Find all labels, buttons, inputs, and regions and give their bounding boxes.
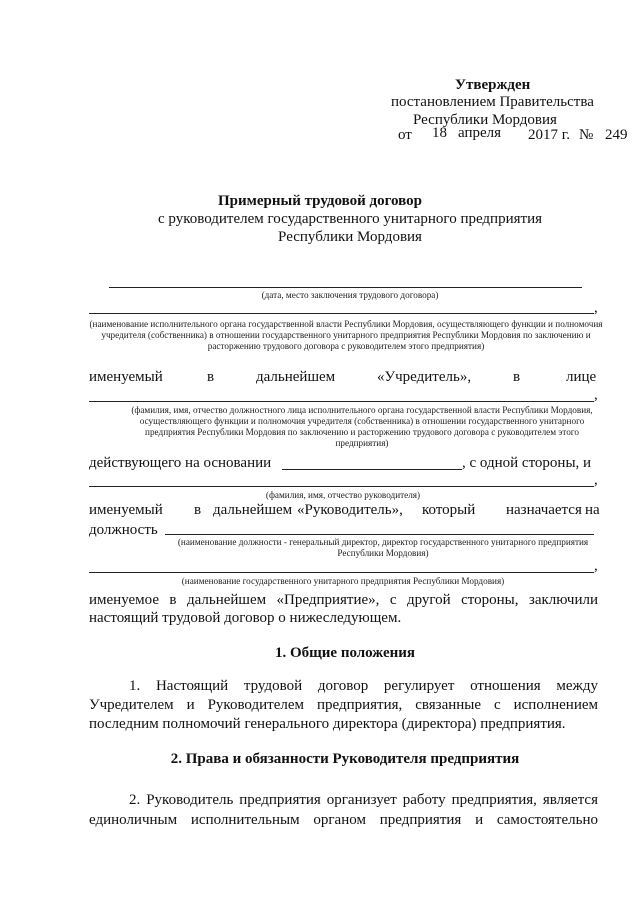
word-5: который xyxy=(422,502,476,518)
enterprise-comma: , xyxy=(594,558,598,574)
approval-day: 18 xyxy=(432,125,447,141)
approval-date-prefix: от xyxy=(398,127,412,143)
section-2-para-line-1: 2. Руководитель предприятия организует работу предприятия, является xyxy=(129,792,598,808)
acting-basis-blank xyxy=(282,469,462,470)
official-blank xyxy=(89,401,594,402)
document-title: Примерный трудовой договор xyxy=(218,193,422,209)
head-caption: (фамилия, имя, отчество руководителя) xyxy=(265,490,421,500)
official-comma: , xyxy=(594,387,598,403)
document-subtitle-1: с руководителем государственного унитарного предприятия xyxy=(157,211,542,227)
word-3: дальнейшем xyxy=(256,369,336,385)
section-2-para-line-2: единоличным исполнительным органом предприятия и самостоятельно xyxy=(89,812,598,828)
word-1: именуемый xyxy=(89,369,163,385)
document-subtitle-2: Республики Мордовия xyxy=(278,229,422,245)
approval-line2: Республики Мордовия xyxy=(413,112,557,128)
referred-head-line xyxy=(89,502,599,522)
position-caption: (наименование должности - генеральный директор, директор государственного унитарного предприятия Республики Мордовия) xyxy=(177,537,589,558)
head-comma: , xyxy=(594,472,598,488)
word-2: в xyxy=(207,369,215,385)
acting-suffix: , с одной стороны, и xyxy=(462,455,592,471)
section-1-para-line-1: 1. Настоящий трудовой договор регулирует отношения между xyxy=(129,678,598,694)
word-7: на xyxy=(585,502,600,518)
approval-number-sign: № xyxy=(579,127,594,143)
approval-line1: постановлением Правительства xyxy=(391,94,594,110)
acting-prefix: действующего на основании xyxy=(89,455,272,471)
official-caption: (фамилия, имя, отчество должностного лица исполнительного органа государственной власти Республики Мордовия, осуществляющего функции и полномочия учредителя (собственника) в отношении государственного унитарного предприятия Республики Мордовия по заключению и расторжению трудового договора с руководителем этого предприятия) xyxy=(131,405,593,448)
approval-number: 249 xyxy=(605,127,628,143)
word-2: в xyxy=(194,502,202,518)
head-name-blank xyxy=(89,486,594,487)
date-place-blank xyxy=(109,287,582,288)
approval-month: апреля xyxy=(458,125,502,141)
section-1-title: 1. Общие положения xyxy=(274,645,416,661)
section-1-para-line-3: последним полномочий генерального директора (директора) предприятия. xyxy=(89,716,566,732)
enterprise-blank xyxy=(89,572,594,573)
section-2-title: 2. Права и обязанности Руководителя предприятия xyxy=(170,751,520,767)
word-6: лице xyxy=(566,369,597,385)
approval-title: Утвержден xyxy=(455,77,531,93)
referred-founder-line xyxy=(89,369,599,389)
approval-year: 2017 г. xyxy=(528,127,570,143)
position-label: должность xyxy=(89,522,158,538)
approval-date-line xyxy=(398,125,638,147)
word-4: «Руководитель», xyxy=(297,502,403,518)
enterprise-text-2: настоящий трудовой договор о нижеследующем. xyxy=(89,610,402,626)
word-3: дальнейшем xyxy=(213,502,293,518)
word-4: «Учредитель», xyxy=(377,369,472,385)
word-5: в xyxy=(513,369,521,385)
enterprise-caption: (наименование государственного унитарного предприятия Республики Мордовия) xyxy=(181,576,505,586)
enterprise-text: именуемое в дальнейшем «Предприятие», с другой стороны, заключили xyxy=(89,592,598,608)
date-place-caption: (дата, место заключения трудового договора) xyxy=(261,290,439,300)
authority-comma: , xyxy=(594,300,598,316)
word-6: назначается xyxy=(506,502,582,518)
position-blank xyxy=(165,534,594,535)
section-1-para-line-2: Учредителем и Руководителем предприятия, связанные с исполнением xyxy=(89,697,598,713)
authority-blank xyxy=(89,313,594,314)
authority-caption: (наименование исполнительного органа государственной власти Республики Мордовия, осуществляющего функции и полномочия учредителя (собственника) в отношении государственного унитарного предприятия Республики Мордовия по заключению и расторжению трудового договора с руководителем этого предприятия) xyxy=(89,319,603,351)
word-1: именуемый xyxy=(89,502,163,518)
